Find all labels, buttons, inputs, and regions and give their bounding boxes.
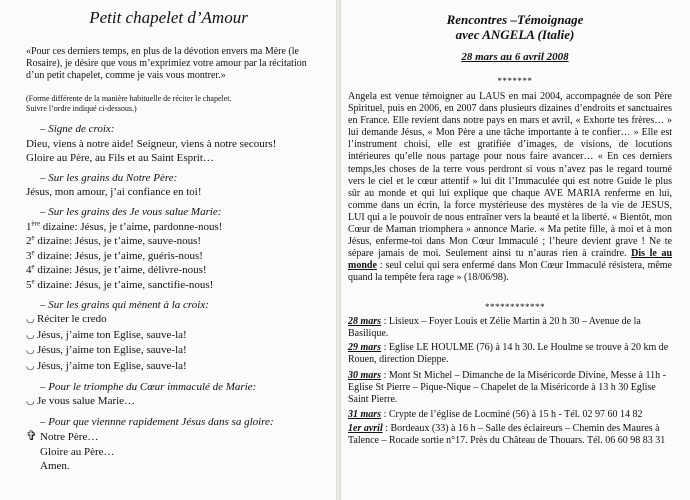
prayer-line: ◡ Réciter le credo (26, 312, 326, 328)
decade-ordinal: e (31, 248, 35, 257)
bead-icon: ◡ (26, 360, 35, 372)
event-item (348, 423, 672, 447)
decade-line (26, 234, 326, 249)
event-item (348, 342, 672, 366)
prayer-line: Dieu, viens à notre aide! Seigneur, viens à notre secours! (26, 137, 277, 150)
decade-number: 1 (26, 220, 32, 233)
decade-text: dizaine: Jésus, je t’aime, sanctifie-nous! (34, 278, 214, 291)
decade-line (26, 278, 326, 293)
event-item (348, 409, 672, 421)
bead-icon: ◡ (26, 345, 35, 357)
event-item (348, 316, 672, 340)
prayer-line: Jésus, mon amour, j’ai confiance en toi! (26, 186, 202, 199)
right-page-title: Rencontres –Témoignage avec ANGELA (Italie) (446, 12, 584, 42)
event-text: : Eglise LE HOULME (76) à 14 h 30. Le Houlme se trouve à 20 km de Rouen, direction Dieppe. (348, 342, 669, 365)
emphasis-text: Dis le au monde (348, 248, 673, 272)
section-heading: – Sur les grains du Notre Père: (40, 171, 178, 184)
cross-icon: ✞ (26, 428, 37, 444)
chapelet-body (26, 122, 326, 474)
decade-line (26, 249, 326, 264)
separator-stars: ************ (485, 302, 545, 312)
prayer-line: ◡ Jésus, j’aime ton Eglise, sauve-la! (26, 343, 326, 359)
event-dates: 28 mars au 6 avril 2008 (461, 51, 569, 63)
bead-icon: ◡ (26, 396, 35, 408)
intro-note-line: Suivre l’ordre indiqué ci-dessous.) (26, 103, 137, 113)
decade-text: dizaine: Jésus, je t’aime, pardonne-nous! (40, 220, 223, 233)
event-date: 28 mars (348, 316, 382, 327)
prayer-line: Gloire au Père, au Fils et au Saint Esprit… (26, 152, 214, 165)
event-date: 29 mars (348, 342, 382, 353)
event-text: : Mont St Michel – Dimanche de la Miséricorde Divine, Messe à 11h - Eglise St Pierre – Pique-Nique – Chapelet de la Miséricorde à 13 h 30 Eglise Saint Pierre. (348, 370, 666, 405)
prayer-line: ◡ Jésus, j’aime ton Eglise, sauve-la! (26, 359, 326, 375)
section-heading: – Sur les grains des Je vous salue Marie: (40, 205, 222, 218)
intro-note (26, 94, 322, 113)
decade-text: dizaine: Jésus, je t’aime, sauve-nous! (34, 235, 202, 248)
decade-number: 3 (26, 249, 32, 262)
section-heading: – Pour que viennne rapidement Jésus dans sa gloire: (40, 415, 274, 428)
bead-icon: ◡ (26, 329, 35, 341)
decade-number: 4 (26, 264, 32, 277)
bead-icon: ◡ (26, 314, 35, 326)
decade-ordinal: e (31, 262, 35, 271)
intro-quote: «Pour ces derniers temps, en plus de la dévotion envers ma Mère (le Rosaire), je désire que vous m’exprimiez votre amour par la récitation d’un petit chapelet, comme je vais vous montrer.» (26, 46, 307, 81)
testimony-paragraph: Angela est venue témoigner au LAUS en mai 2004, accompagnée de son Père Spirituel, puis en 2006, en 2007 dans plusieurs dizaines d’endroits et sanctuaires en France. Elle revient dans notre pays en mars et avril, « Exhorte tes frères… » lui demande Jésus, « Mon Père a une tâche importante à te confier… » Elle est l’instrument choisi, elle est gratifiée d’images, de visions, de locutions intérieures qu’elle nous partage pour nous faire avancer… « En ces derniers temps,les choses de la terre vous perdront si vous n’avez pas le regard tourné vers le ciel et le cœur attentif » lui dit l’Immaculée qui est notre Guide le plus sûr au monde et qui lui explique que chaque AVE MARIA renferme en lui, comme dans un écrin, la force mystérieuse des mystères de la vie de JESUS, LUI qui a le pouvoir de nous entraîner vers la beauté et la liberté. « Bientôt, mon Cœur de Maman triomphera » annonce Marie. « Ma petite fille, à moi et à mon Jésus, enferme-toi dans Mon Cœur Immaculé ; l’heure devient grave ! Ne te sépare jamais de moi. Seulement ainsi tu n’auras rien à craindre. Dis le au monde : seul celui qui sera enfermé dans Mon Cœur Immaculé résistera, même quand la tempête fera rage » (18/06/98). (348, 91, 673, 284)
prayer-line: ◡ Je vous salue Marie… (26, 394, 326, 410)
section-heading: – Pour le triomphe du Cœur immaculé de Marie: (40, 380, 257, 393)
event-date: 30 mars (348, 370, 382, 381)
book-gutter (336, 0, 341, 500)
decade-number: 2 (26, 235, 32, 248)
event-item (348, 370, 672, 406)
event-text: : Crypte de l’église de Locminé (56) à 15 h - Tél. 02 97 60 14 82 (381, 409, 643, 420)
decade-line (26, 220, 326, 235)
decade-ordinal: ère (31, 218, 41, 227)
prayer-line: Amen. (40, 460, 70, 473)
section-heading: – Sur les grains qui mènent à la croix: (40, 298, 209, 311)
decade-ordinal: e (31, 277, 35, 286)
prayer-line: Gloire au Père… (40, 445, 115, 458)
decade-line (26, 263, 326, 278)
decade-ordinal: e (31, 233, 35, 242)
decade-number: 5 (26, 278, 32, 291)
event-date: 1er avril (348, 423, 383, 434)
section-heading: – Signe de croix: (40, 123, 115, 135)
prayer-line: ✞ Notre Père… (26, 428, 99, 444)
event-date: 31 mars (348, 409, 382, 420)
decade-text: dizaine: Jésus, je t’aime, délivre-nous! (34, 264, 207, 277)
event-text: : Bordeaux (33) à 16 h – Salle des éclaireurs – Chemin des Maures à Talence – Rocade sortie n°17. Près du Château de Thouars. Tél. 06 60 98 83 31 (348, 423, 666, 446)
separator-stars: ******* (497, 76, 533, 86)
left-page-title: Petit chapelet d’Amour (89, 8, 248, 27)
intro-note-line: (Forme différente de la manière habituelle de réciter le chapelet. (26, 94, 232, 103)
prayer-line: ◡ Jésus, j’aime ton Eglise, sauve-la! (26, 328, 326, 344)
decade-text: dizaine: Jésus, je t’aime, guéris-nous! (34, 249, 203, 262)
event-text: : Lisieux – Foyer Louis et Zélie Martin à 20 h 30 – Avenue de la Basilique. (348, 316, 641, 339)
